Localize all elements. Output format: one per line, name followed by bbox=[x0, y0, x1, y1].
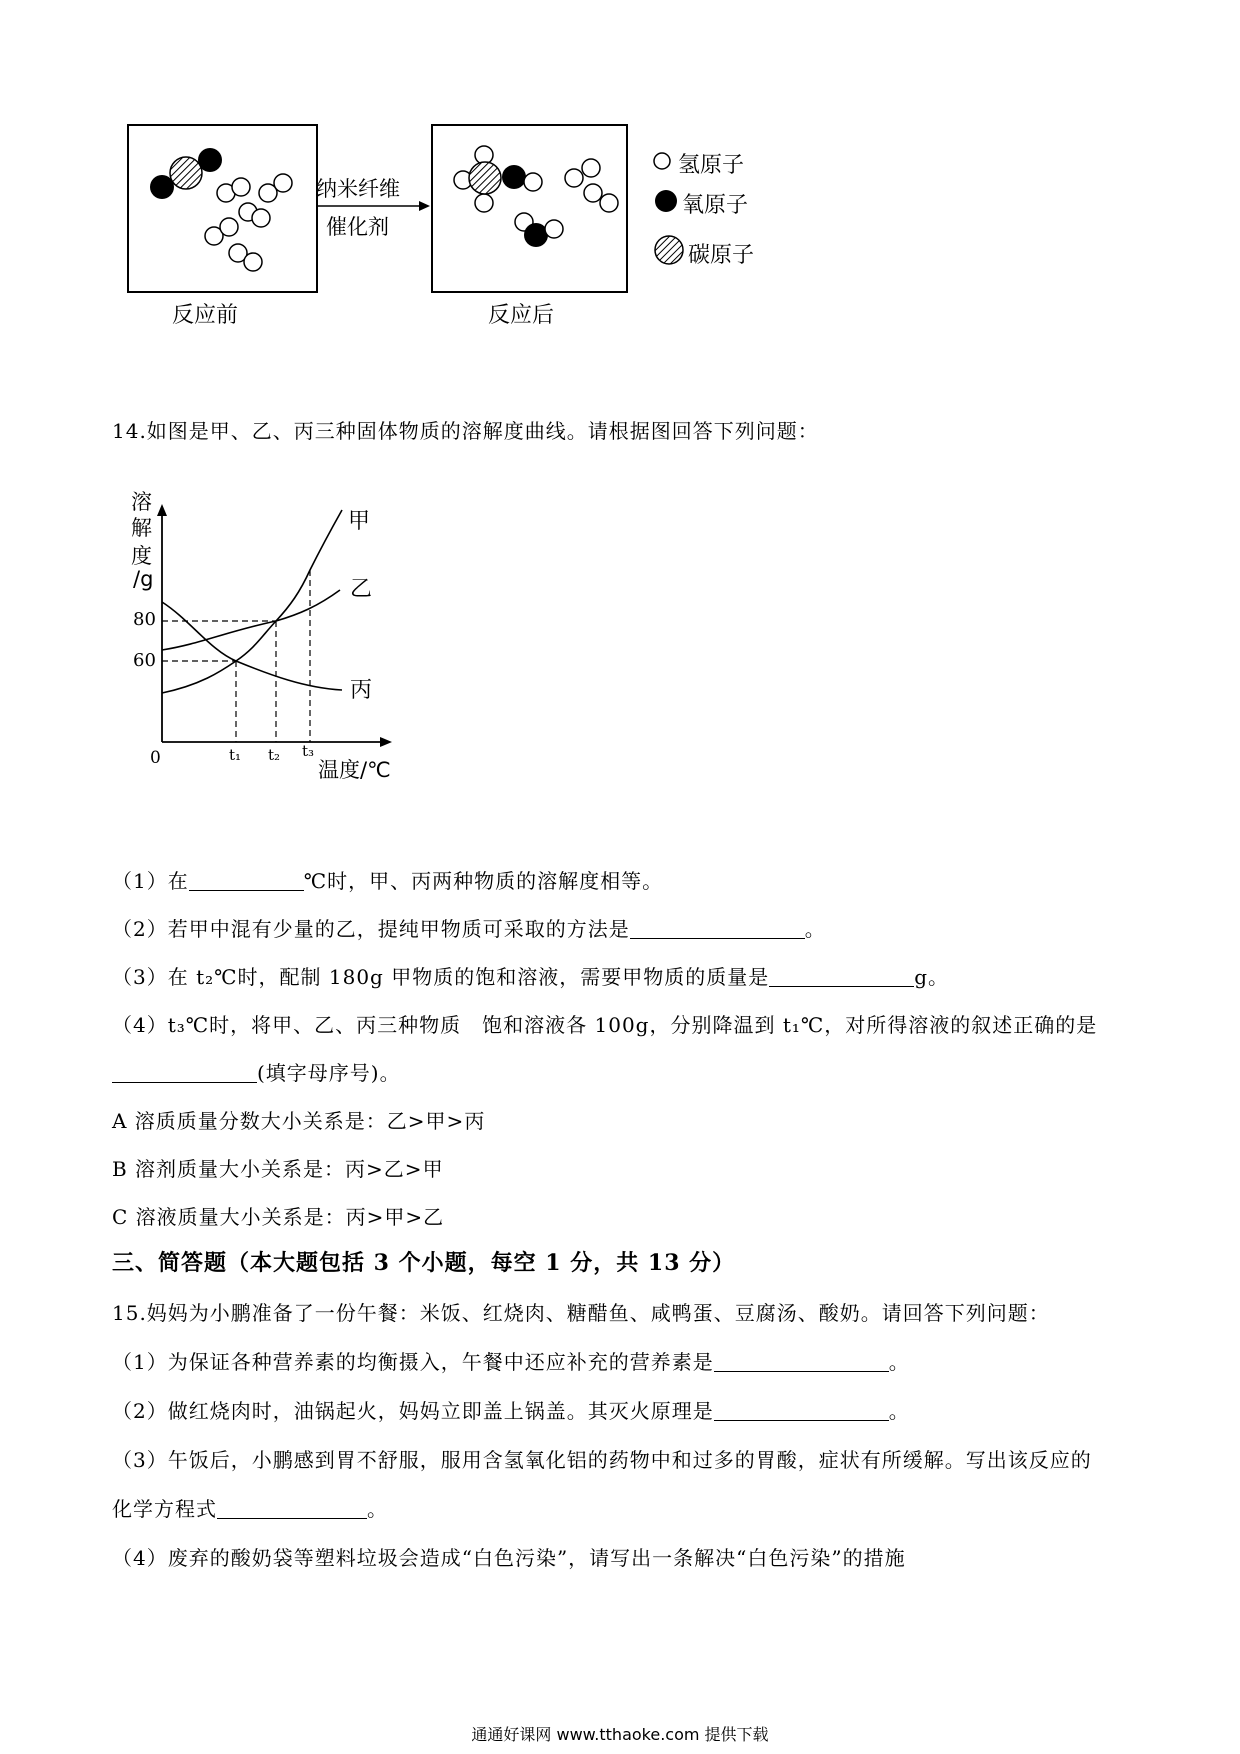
legend-carbon-marker bbox=[655, 236, 683, 264]
q14-option-b: B 溶剂质量大小关系是：丙>乙>甲 bbox=[112, 1157, 444, 1181]
q15-sub2: （2）做红烧肉时，油锅起火，妈妈立即盖上锅盖。其灭火原理是 。 bbox=[112, 1399, 910, 1423]
q14-sub4-line1: （4）t₃℃时，将甲、乙、丙三种物质 饱和溶液各 100g，分别降温到 t₁℃，对所得溶液的叙述正确的是 bbox=[112, 1013, 1098, 1037]
q14-option-c: C 溶液质量大小关系是：丙>甲>乙 bbox=[112, 1205, 445, 1229]
q14-stem: 14.如图是甲、乙、丙三种固体物质的溶解度曲线。请根据图回答下列问题： bbox=[112, 419, 819, 443]
x-axis-label: 温度/℃ bbox=[318, 758, 391, 782]
y-tick-60: 60 bbox=[133, 650, 156, 671]
q15-sub1: （1）为保证各种营养素的均衡摄入，午餐中还应补充的营养素是 。 bbox=[112, 1350, 910, 1374]
legend-hydrogen-marker bbox=[654, 153, 670, 169]
x-axis-arrow bbox=[380, 737, 392, 747]
answer-blank[interactable] bbox=[189, 870, 304, 891]
q14-sub4-line2: (填字母序号)。 bbox=[112, 1057, 401, 1086]
x-tick-t1: t₁ bbox=[229, 746, 242, 764]
series-jia-label: 甲 bbox=[348, 509, 371, 534]
answer-blank[interactable] bbox=[769, 966, 914, 987]
legend-carbon-label: 碳原子 bbox=[688, 243, 755, 268]
series-yi-curve bbox=[162, 590, 340, 650]
series-jia-curve bbox=[162, 510, 342, 693]
q14-sub2: （2）若甲中混有少量的乙，提纯甲物质可采取的方法是 。 bbox=[112, 917, 826, 941]
series-bing-curve bbox=[162, 602, 342, 690]
arrow-label-line2: 催化剂 bbox=[326, 215, 389, 239]
legend-oxygen-label: 氧原子 bbox=[682, 193, 749, 218]
legend-hydrogen-label: 氢原子 bbox=[678, 153, 745, 178]
q15-stem: 15.妈妈为小鹏准备了一份午餐：米饭、红烧肉、糖醋鱼、咸鸭蛋、豆腐汤、酸奶。请回答下列问题： bbox=[112, 1301, 1050, 1325]
series-bing-label: 丙 bbox=[350, 678, 373, 703]
y-axis-arrow bbox=[157, 504, 167, 516]
q14-option-a: A 溶质质量分数大小关系是：乙>甲>丙 bbox=[112, 1109, 486, 1133]
y-label-char-3: 度 bbox=[131, 544, 152, 568]
q15-sub3-line2: 化学方程式 。 bbox=[112, 1497, 388, 1521]
q14-sub1: （1）在 ℃时，甲、丙两种物质的溶解度相等。 bbox=[112, 869, 664, 893]
arrow-label-line1: 纳米纤维 bbox=[316, 177, 400, 201]
before-caption: 反应前 bbox=[172, 303, 239, 328]
y-label-char-1: 溶 bbox=[131, 490, 152, 514]
section3-heading: 三、简答题（本大题包括 3 个小题，每空 1 分，共 13 分） bbox=[112, 1250, 736, 1276]
x-tick-t2: t₂ bbox=[268, 746, 281, 764]
q15-sub4: （4）废弃的酸奶袋等塑料垃圾会造成“白色污染”，请写出一条解决“白色污染”的措施 bbox=[112, 1546, 906, 1570]
answer-blank[interactable] bbox=[217, 1498, 367, 1519]
page-footer: 通通好课网 www.tthaoke.com 提供下载 bbox=[471, 1725, 769, 1744]
answer-blank[interactable] bbox=[630, 918, 805, 939]
answer-blank[interactable] bbox=[714, 1351, 889, 1372]
q15-sub3-line1: （3）午饭后，小鹏感到胃不舒服，服用含氢氧化铝的药物中和过多的胃酸，症状有所缓解。写出该反应的 bbox=[112, 1448, 1092, 1472]
origin-label: 0 bbox=[150, 748, 161, 768]
answer-blank[interactable] bbox=[714, 1400, 889, 1421]
after-box bbox=[432, 125, 627, 292]
q14-sub3: （3）在 t₂℃时，配制 180g 甲物质的饱和溶液，需要甲物质的质量是 g。 bbox=[112, 965, 950, 989]
y-label-char-4: /g bbox=[133, 567, 154, 591]
answer-blank[interactable] bbox=[112, 1062, 257, 1083]
series-yi-label: 乙 bbox=[350, 577, 373, 602]
y-label-char-2: 解 bbox=[131, 516, 152, 540]
after-caption: 反应后 bbox=[488, 303, 555, 328]
x-tick-t3: t₃ bbox=[302, 742, 315, 760]
y-tick-80: 80 bbox=[133, 609, 156, 630]
legend-oxygen-marker bbox=[655, 190, 677, 212]
